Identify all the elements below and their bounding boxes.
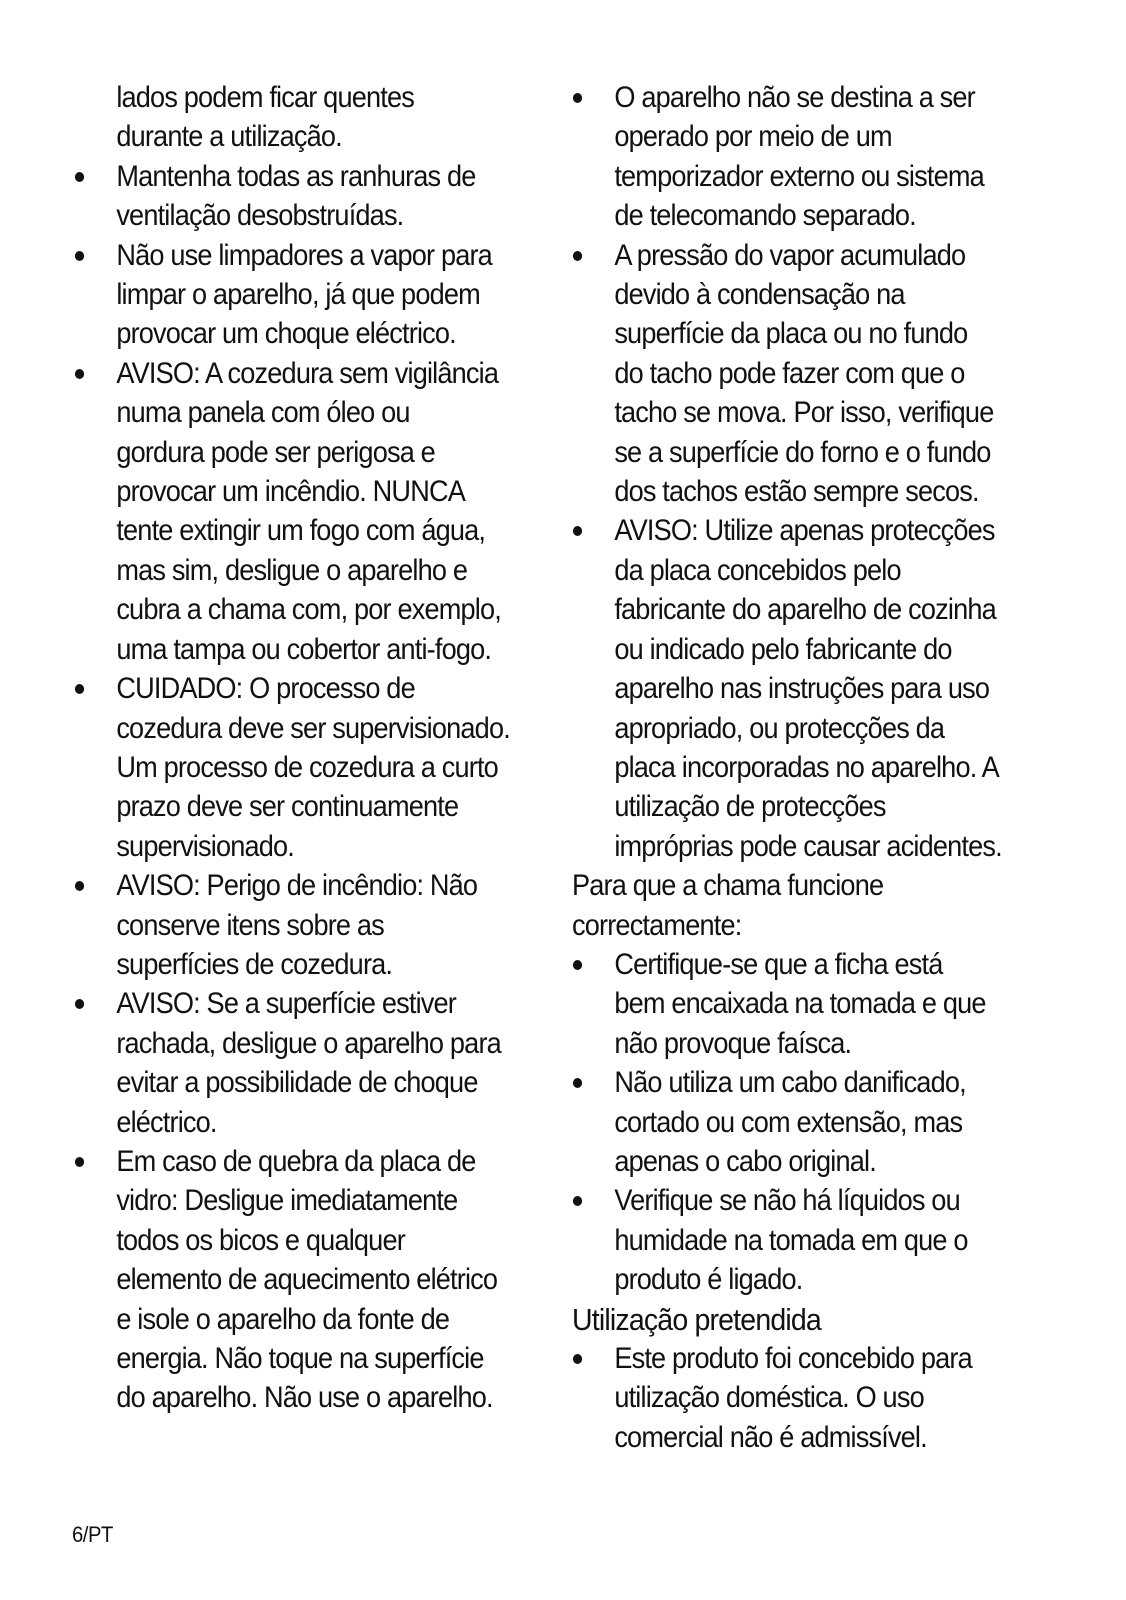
list-item: AVISO: A cozedura sem vigilância numa panela com óleo ou gordura pode ser perigosa e provocar um incêndio. NUNCA tente extingir um fogo com água, mas sim, desligue o aparelho e cubra a chama com, por exemplo, uma tampa ou cobertor anti-fogo. (74, 354, 545, 669)
right-column (572, 78, 1043, 1457)
intro-paragraph: Para que a chama funcione correctamente: (572, 869, 884, 942)
list-item: Em caso de quebra da placa de vidro: Desligue imediatamente todos os bicos e qualquer elemento de aquecimento elétrico e isole o aparelho da fonte de energia. Não toque na superfície do aparelho. Não use o aparelho. (74, 1142, 545, 1418)
list-item: AVISO: Utilize apenas protecções da placa concebidos pelo fabricante do aparelho de cozinha ou indicado pelo fabricante do aparelho nas instruções para uso apropriado, ou protecções da placa incorporadas no aparelho. A utilização de protecções impróprias pode causar acidentes. (572, 511, 1043, 866)
left-column (74, 78, 545, 1418)
list-item: Verifique se não há líquidos ou humidade na tomada em que o produto é ligado. (572, 1181, 1043, 1299)
list-item: Mantenha todas as ranhuras de ventilação desobstruídas. (74, 157, 545, 236)
continued-text: lados podem ficar quentes durante a utilização. (116, 81, 414, 154)
list-item: Não utiliza um cabo danificado, cortado ou com extensão, mas apenas o cabo original. (572, 1063, 1043, 1181)
list-item: CUIDADO: O processo de cozedura deve ser supervisionado. Um processo de cozedura a curto prazo deve ser continuamente supervisionado. (74, 669, 545, 866)
list-item: Certifique-se que a ficha está bem encaixada na tomada e que não provoque faísca. (572, 945, 1043, 1063)
list-item: A pressão do vapor acumulado devido à condensação na superfície da placa ou no fundo do tacho pode fazer com que o tacho se mova. Por isso, verifique se a superfície do forno e o fundo dos tachos estão sempre secos. (572, 236, 1043, 512)
list-item: Este produto foi concebido para utilização doméstica. O uso comercial não é admissível. (572, 1339, 1043, 1457)
page-number: 6/PT (72, 1522, 113, 1547)
list-item: AVISO: Perigo de incêndio: Não conserve itens sobre as superfícies de cozedura. (74, 866, 545, 984)
list-item: AVISO: Se a superfície estiver rachada, desligue o aparelho para evitar a possibilidade de choque eléctrico. (74, 984, 545, 1142)
section-heading: Utilização pretendida (572, 1301, 821, 1337)
list-item: O aparelho não se destina a ser operado por meio de um temporizador externo ou sistema de telecomando separado. (572, 78, 1043, 236)
list-item: Não use limpadores a vapor para limpar o aparelho, já que podem provocar um choque eléctrico. (74, 236, 545, 354)
